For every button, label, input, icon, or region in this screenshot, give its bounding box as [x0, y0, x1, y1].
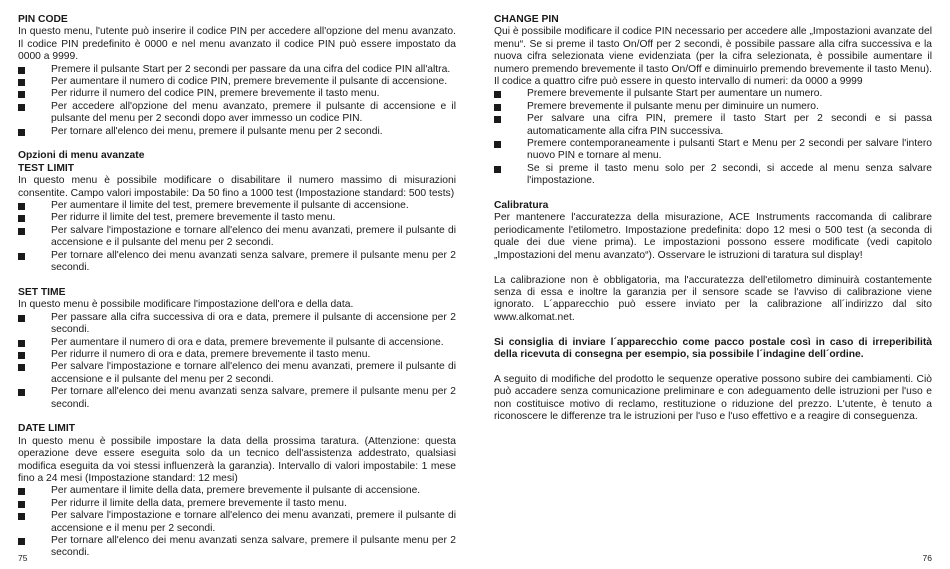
square-bullet-icon: [494, 116, 501, 123]
product-changes-paragraph: A seguito di modifiche del prodotto le sequenze operative possono subire dei cambiamenti. Ciò può accadere senza comunicazione preliminare e con adeguamento delle istruzioni per l'uso e non costituisce motivo di reclamo, restituzione o riduzione del prezzo. L'utente, è tenuto a riconoscere le differenze tra le istruzioni per l'uso e l'uso effettivo e a reagire di conseguenza.: [494, 373, 932, 422]
square-bullet-icon: [18, 340, 25, 347]
list-item: Per tornare all'elenco dei menu avanzati senza salvare, premere il pulsante menu per 2 secondi.: [18, 386, 456, 411]
list-item: Per passare alla cifra successiva di ora e data, premere il pulsante di accensione per 2 secondi.: [18, 312, 456, 337]
list-item: Premere contemporaneamente i pulsanti Start e Menu per 2 secondi per salvare l'intero nuovo PIN e tornare al menu.: [494, 138, 932, 163]
square-bullet-icon: [18, 364, 25, 371]
square-bullet-icon: [18, 513, 25, 520]
pin-code-bullet-list: [18, 64, 456, 138]
calibration-section: [494, 200, 932, 423]
calibration-heading: Calibratura: [494, 200, 549, 212]
list-item: Per salvare l'impostazione e tornare all'elenco dei menu avanzati, premere il pulsante di accensione e il pulsante del menu per 2 secondi.: [18, 361, 456, 386]
list-item: Per aumentare il numero di codice PIN, premere brevemente il pulsante di accensione.: [18, 76, 456, 88]
list-item: Per aumentare il numero di ora e data, premere brevemente il pulsante di accensione.: [18, 337, 456, 349]
list-item: Se si preme il tasto menu solo per 2 secondi, si accede al menu senza salvare l'impostazione.: [494, 163, 932, 188]
change-pin-section: [494, 14, 932, 188]
list-item: Premere il pulsante Start per 2 secondi per passare da una cifra del codice PIN all'altra.: [18, 64, 456, 76]
square-bullet-icon: [494, 166, 501, 173]
advanced-options-section: [18, 150, 456, 274]
list-item: Per tornare all'elenco dei menu avanzati senza salvare, premere il pulsante menu per 2 secondi.: [18, 250, 456, 275]
list-item: Per tornare all'elenco dei menu avanzati senza salvare, premere il pulsante menu per 2 secondi.: [18, 535, 456, 560]
square-bullet-icon: [18, 501, 25, 508]
square-bullet-icon: [18, 91, 25, 98]
list-item: Per ridurre il limite della data, premere brevemente il tasto menu.: [18, 498, 456, 510]
square-bullet-icon: [18, 253, 25, 260]
set-time-intro: In questo menu è possibile modificare l'impostazione dell'ora e della data.: [18, 299, 354, 311]
square-bullet-icon: [18, 538, 25, 545]
square-bullet-icon: [18, 67, 25, 74]
square-bullet-icon: [494, 141, 501, 148]
date-limit-intro: In questo menu è possibile impostare la data della prossima taratura. (Attenzione: questa operazione deve essere eseguita solo da un tecnico dell'assistenza addestrato, qualsiasi modifica eseguita da voi stessi influenzerà la garanzia). Intervallo di valori impostabile: 1 mese fino a 24 mesi (Impostazione standard: 12 mesi): [18, 435, 456, 484]
test-limit-heading: TEST LIMIT: [18, 162, 75, 174]
pin-code-section: [18, 14, 456, 138]
test-limit-bullet-list: [18, 200, 456, 274]
calibration-paragraph-1: Per mantenere l'accuratezza della misurazione, ACE Instruments raccomanda di calibrare periodicamente l'etilometro. Impostazione predefinita: dopo 12 mesi o 500 test (a seconda di quale dei due viene prima). Le impostazioni possono essere modificate (vedi capitolo „Impostazioni del menu avanzato“). Osservare le istruzioni di taratura sul display!: [494, 212, 932, 261]
list-item: Per aumentare il limite della data, premere brevemente il pulsante di accensione.: [18, 485, 456, 497]
square-bullet-icon: [18, 104, 25, 111]
left-page-column: [18, 14, 456, 560]
square-bullet-icon: [18, 488, 25, 495]
list-item: Per aumentare il limite del test, premere brevemente il pulsante di accensione.: [18, 200, 456, 212]
calibration-paragraph-2: La calibrazione non è obbligatoria, ma l'accuratezza dell'etilometro diminuirà costantemente senza di essa e inoltre la garanzia per il sensore scade se l'avviso di calibrazione viene ignorato. L´apparecchio può essere inviato per la calibrazione all´indirizzo dal sito www.alkomat.net.: [494, 274, 932, 323]
list-item: Per salvare l'impostazione e tornare all'elenco dei menu avanzati, premere il pulsante di accensione e il pulsante del menu per 2 secondi.: [18, 225, 456, 250]
set-time-bullet-list: [18, 312, 456, 411]
date-limit-bullet-list: [18, 485, 456, 559]
square-bullet-icon: [18, 79, 25, 86]
pin-code-intro: In questo menu, l'utente può inserire il codice PIN per accedere all'opzione del menu avanzato. Il codice PIN predefinito è 0000 e nel menu avanzato il codice PIN può essere impostato da 0000 a 9999.: [18, 26, 456, 63]
list-item: Per ridurre il numero del codice PIN, premere brevemente il tasto menu.: [18, 88, 456, 100]
list-item: Per ridurre il limite del test, premere brevemente il tasto menu.: [18, 212, 456, 224]
shipping-advice-paragraph: Si consiglia di inviare l´apparecchio come pacco postale così in caso di irreperibilità della ricevuta di consegna per esempio, sia possibile l´indagine dell´ordine.: [494, 336, 932, 360]
change-pin-bullet-list: [494, 88, 932, 187]
pin-code-heading: PIN CODE: [18, 14, 68, 25]
list-item: Per ridurre il numero di ora e data, premere brevemente il tasto menu.: [18, 349, 456, 361]
page-number-left: 75: [18, 553, 28, 563]
square-bullet-icon: [18, 389, 25, 396]
square-bullet-icon: [494, 91, 501, 98]
change-pin-intro: Qui è possibile modificare il codice PIN necessario per accedere alle „Impostazioni avanzate del menu“. Se si preme il tasto On/Off per 2 secondi, è possibile passare alla cifra successiva e la nuova cifra selezionata viene evidenziata (per la cifra selezionata, è possibile aumentare il numero premendo brevemente il tasto On/Off e diminuirlo premendo brevemente il tasto Menu). Il codice a quattro cifre può essere in questo intervallo di numeri: da 0000 a 9999: [494, 26, 932, 88]
square-bullet-icon: [18, 352, 25, 359]
square-bullet-icon: [18, 203, 25, 210]
list-item: Per accedere all'opzione del menu avanzato, premere il pulsante di accensione e il pulsante del menu per 2 secondi dopo aver immesso un codice PIN.: [18, 101, 456, 126]
square-bullet-icon: [18, 129, 25, 136]
set-time-section: [18, 287, 456, 411]
advanced-options-heading: Opzioni di menu avanzate: [18, 150, 145, 162]
test-limit-intro: In questo menu è possibile modificare o disabilitare il numero massimo di misurazioni consentite. Campo valori impostabile: Da 50 fino a 1000 test (Impostazione standard: 500 tests): [18, 175, 456, 199]
list-item: Premere brevemente il pulsante menu per diminuire un numero.: [494, 101, 932, 113]
list-item: Premere brevemente il pulsante Start per aumentare un numero.: [494, 88, 932, 100]
set-time-heading: SET TIME: [18, 286, 66, 298]
date-limit-section: [18, 423, 456, 559]
square-bullet-icon: [494, 104, 501, 111]
list-item: Per salvare una cifra PIN, premere il tasto Start per 2 secondi e si passa automaticamente alla cifra PIN successiva.: [494, 113, 932, 138]
page-number-right: 76: [922, 553, 932, 563]
square-bullet-icon: [18, 315, 25, 322]
list-item: Per salvare l'impostazione e tornare all'elenco dei menu avanzati, premere il pulsante di accensione e il menu per 2 secondi.: [18, 510, 456, 535]
right-page-column: [494, 14, 932, 423]
square-bullet-icon: [18, 215, 25, 222]
list-item: Per tornare all'elenco dei menu, premere il pulsante menu per 2 secondi.: [18, 126, 456, 138]
square-bullet-icon: [18, 228, 25, 235]
change-pin-heading: CHANGE PIN: [494, 14, 559, 25]
date-limit-heading: DATE LIMIT: [18, 423, 76, 435]
